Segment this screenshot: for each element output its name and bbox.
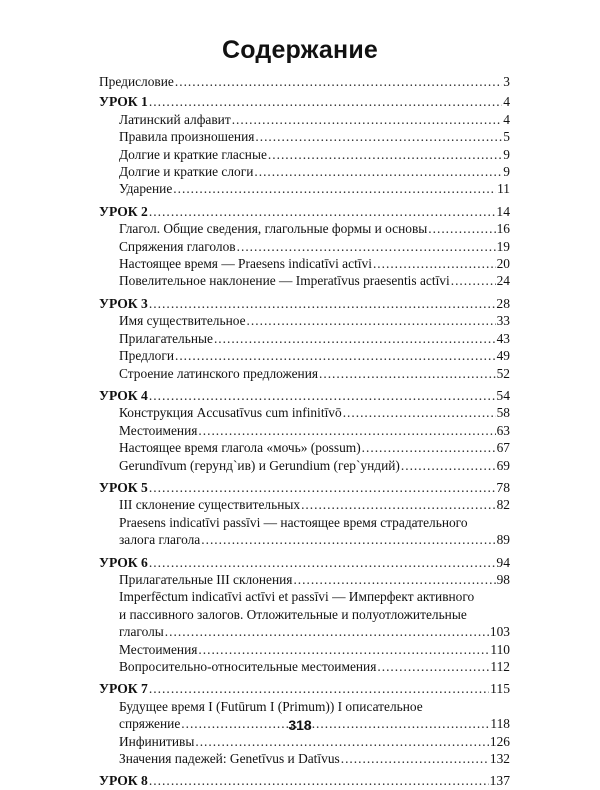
toc-entry-page: 132	[489, 751, 510, 767]
leader-dots	[149, 295, 496, 312]
toc-lesson-label: УРОК 6	[99, 554, 148, 570]
toc-entry-page: 9	[503, 164, 510, 180]
toc-entry[interactable]	[99, 128, 510, 145]
toc-lesson-6[interactable]	[99, 554, 510, 571]
toc-entry-page: 11	[497, 181, 510, 197]
toc-entry-label: Прилагательные III склонения	[119, 571, 293, 587]
toc-entry-label: спряжение	[119, 716, 181, 732]
leader-dots	[175, 347, 496, 364]
toc-entry[interactable]	[99, 347, 510, 364]
toc-entry[interactable]	[99, 641, 510, 658]
toc-entry-label: глаголы	[119, 624, 164, 640]
leader-dots	[214, 330, 496, 347]
toc-entry-page: 49	[496, 348, 510, 364]
leader-dots	[149, 93, 502, 110]
toc-lesson-7[interactable]	[99, 680, 510, 697]
toc-lesson-page: 137	[489, 773, 510, 789]
toc-lesson-page: 14	[496, 203, 510, 219]
leader-dots	[319, 365, 496, 382]
toc-entry[interactable]	[99, 238, 510, 255]
toc-entry-page: 103	[489, 624, 510, 640]
toc-entry-label: Правила произношения	[119, 129, 255, 145]
toc-entry[interactable]	[99, 404, 510, 421]
toc-lesson-3[interactable]	[99, 295, 510, 312]
toc-entry[interactable]	[99, 255, 510, 272]
leader-dots	[201, 531, 495, 548]
toc-entry-page: 58	[496, 405, 510, 421]
toc-entry[interactable]	[99, 750, 510, 767]
toc-entry-line: Praesens indicatīvi passīvi — настоящее время страдательного	[119, 514, 468, 530]
toc-entry-last-line	[119, 531, 510, 548]
leader-dots	[198, 422, 495, 439]
leader-dots	[165, 623, 489, 640]
toc-entry-page: 4	[503, 111, 510, 127]
leader-dots	[343, 404, 496, 421]
leader-dots	[149, 479, 496, 496]
leader-dots	[451, 272, 496, 289]
leader-dots	[195, 733, 489, 750]
toc-entry-label: Повелительное наклонение — Imperatīvus praesentis actīvi	[119, 273, 450, 289]
toc-entry[interactable]	[99, 658, 510, 675]
leader-dots	[149, 387, 496, 404]
toc-entry-label: Конструкция Accusatīvus cum infinitīvō	[119, 405, 342, 421]
toc-lesson-page: 4	[503, 94, 510, 110]
toc-entry[interactable]	[99, 365, 510, 382]
toc-entry-label: Местоимения	[119, 641, 198, 657]
toc-entry-label: Спряжения глаголов	[119, 238, 236, 254]
toc-entry-preface[interactable]	[99, 73, 510, 90]
toc-entry-label: Глагол. Общие сведения, глагольные формы и основы	[119, 221, 428, 237]
toc-entry-line: Будущее время I (Futūrum I (Primum)) I описательное	[119, 698, 423, 714]
toc-lesson-label: УРОК 1	[99, 94, 148, 110]
toc-entry-label: Gerundīvum (герунд`ив) и Gerundium (гер`ундий)	[119, 457, 400, 473]
toc-entry-line: Imperfēctum indicatīvi actīvi et passīvi — Имперфект активного	[119, 589, 475, 605]
toc-lesson-page: 115	[490, 681, 510, 697]
toc-lesson-4[interactable]	[99, 387, 510, 404]
leader-dots	[255, 128, 502, 145]
leader-dots	[173, 180, 496, 197]
toc-entry-label: залога глагола	[119, 532, 201, 548]
leader-dots	[373, 255, 496, 272]
toc-entry-page: 3	[503, 74, 510, 89]
toc-lesson-8[interactable]	[99, 772, 510, 789]
toc-entry-page: 5	[503, 129, 510, 145]
toc-lesson-label: УРОК 8	[99, 773, 148, 789]
toc-entry-page: 126	[489, 733, 510, 749]
leader-dots	[341, 750, 489, 767]
toc-lesson-page: 54	[496, 387, 510, 403]
toc-entry[interactable]	[99, 439, 510, 456]
page-title: Содержание	[221, 36, 379, 64]
toc-entry-last-line	[119, 623, 510, 640]
toc-entry-label: Предисловие	[99, 74, 174, 89]
toc-entry[interactable]	[99, 733, 510, 750]
leader-dots	[237, 238, 496, 255]
toc-entry-page: 33	[496, 313, 510, 329]
leader-dots	[362, 439, 496, 456]
toc-entry-label: Долгие и краткие гласные	[119, 146, 267, 162]
toc-entry-page: 67	[496, 440, 510, 456]
toc-entry[interactable]	[99, 571, 510, 588]
leader-dots	[232, 111, 503, 128]
toc-entry-page: 20	[496, 256, 510, 272]
toc-entry[interactable]	[99, 163, 510, 180]
leader-dots	[268, 146, 502, 163]
toc-lesson-label: УРОК 2	[99, 203, 148, 219]
leader-dots	[254, 163, 502, 180]
toc-entry-label: Имя существительное	[119, 313, 246, 329]
leader-dots	[149, 772, 489, 789]
toc-entry-label: III склонение существительных	[119, 497, 301, 513]
leader-dots	[149, 203, 496, 220]
leader-dots	[401, 457, 496, 474]
toc-entry-page: 69	[496, 457, 510, 473]
table-of-contents	[99, 73, 510, 790]
toc-entry-page: 16	[496, 221, 510, 237]
toc-entry-label: Местоимения	[119, 422, 198, 438]
toc-entry-label: Вопросительно-относительные местоимения	[119, 659, 377, 674]
toc-lesson-page: 78	[496, 479, 510, 495]
toc-lesson-page: 94	[496, 554, 510, 570]
leader-dots	[175, 73, 502, 90]
toc-lesson-label: УРОК 5	[99, 479, 148, 495]
toc-entry[interactable]	[99, 330, 510, 347]
leader-dots	[293, 571, 495, 588]
toc-entry[interactable]	[99, 457, 510, 474]
toc-entry-label: Настоящее время глагола «мочь» (possum)	[119, 440, 361, 456]
toc-lesson-1[interactable]	[99, 93, 510, 110]
toc-entry-label: Предлоги	[119, 348, 174, 364]
leader-dots	[149, 554, 496, 571]
toc-lesson-5[interactable]	[99, 479, 510, 496]
toc-entry-multiline[interactable]	[99, 588, 510, 640]
toc-entry[interactable]	[99, 272, 510, 289]
toc-entry-page: 82	[496, 497, 510, 513]
leader-dots	[301, 496, 496, 513]
toc-entry[interactable]	[99, 111, 510, 128]
toc-entry-page: 19	[496, 238, 510, 254]
toc-entry-label: Ударение	[119, 181, 173, 197]
toc-entry[interactable]	[99, 496, 510, 513]
toc-entry-page: 52	[496, 365, 510, 381]
toc-entry[interactable]	[99, 220, 510, 237]
toc-lesson-label: УРОК 7	[99, 681, 148, 697]
toc-entry-multiline[interactable]	[99, 514, 510, 549]
toc-entry-label: Инфинитивы	[119, 733, 195, 749]
toc-entry[interactable]	[99, 312, 510, 329]
toc-entry-page: 118	[490, 716, 510, 732]
leader-dots	[149, 680, 489, 697]
toc-entry-line: и пассивного залогов. Отложительные и полуотложительные	[119, 606, 467, 622]
page-number: 318	[288, 717, 312, 733]
leader-dots	[428, 220, 495, 237]
toc-lesson-2[interactable]	[99, 203, 510, 220]
toc-entry[interactable]	[99, 180, 510, 197]
toc-lesson-page: 28	[496, 295, 510, 311]
toc-lesson-label: УРОК 3	[99, 295, 148, 311]
toc-lesson-label: УРОК 4	[99, 387, 148, 403]
toc-entry-page: 110	[490, 641, 510, 657]
leader-dots	[247, 312, 496, 329]
toc-entry-page: 89	[496, 532, 510, 548]
toc-entry-label: Настоящее время — Praesens indicatīvi actīvi	[119, 256, 372, 272]
toc-entry[interactable]	[99, 146, 510, 163]
toc-entry-page: 98	[496, 571, 510, 587]
toc-entry-label: Прилагательные	[119, 330, 213, 346]
toc-entry[interactable]	[99, 422, 510, 439]
toc-entry-label: Значения падежей: Genetīvus и Datīvus	[119, 751, 340, 767]
toc-entry-label: Латинский алфавит	[119, 111, 231, 127]
leader-dots	[377, 658, 489, 675]
toc-entry-label: Долгие и краткие слоги	[119, 164, 254, 180]
toc-entry-page: 9	[503, 146, 510, 162]
toc-entry-label: Строение латинского предложения	[119, 365, 319, 381]
leader-dots	[198, 641, 489, 658]
toc-entry-page: 112	[490, 659, 510, 674]
toc-entry-page: 24	[496, 273, 510, 289]
toc-entry-page: 63	[496, 422, 510, 438]
toc-entry-page: 43	[496, 330, 510, 346]
